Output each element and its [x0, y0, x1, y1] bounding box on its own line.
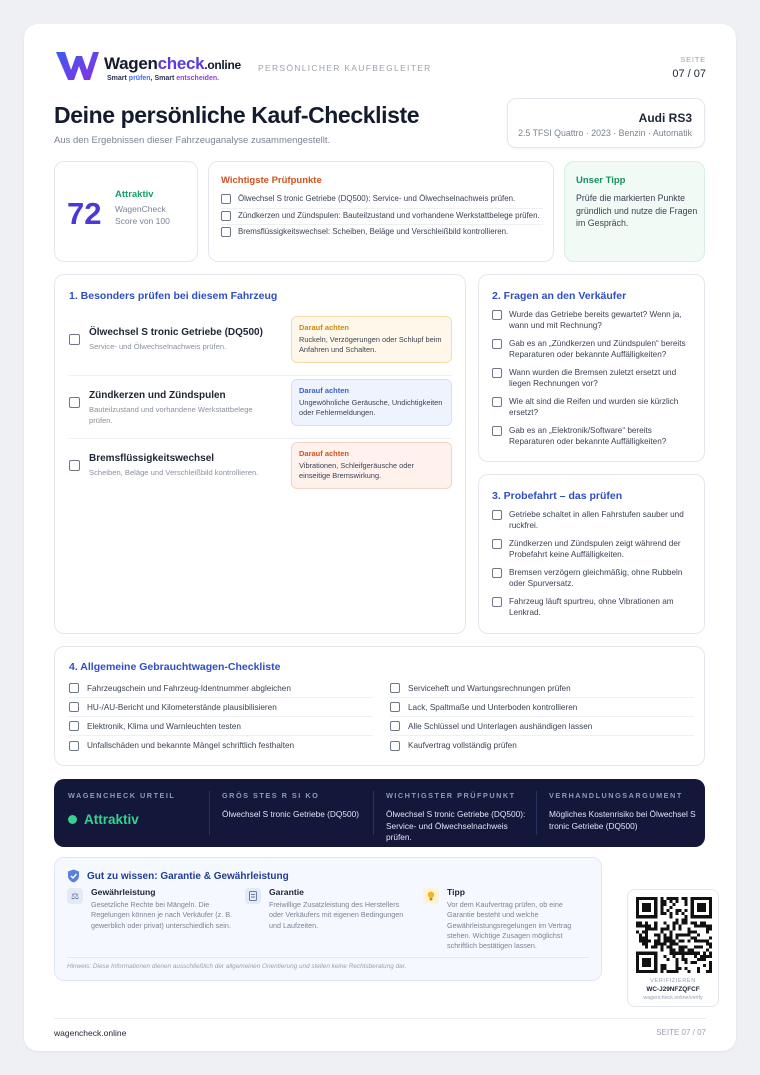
checkbox[interactable]: [69, 683, 79, 693]
key-points-title: Wichtigste Prüfpunkte: [221, 175, 322, 186]
attention-box: [291, 316, 452, 363]
checkbox[interactable]: [492, 510, 502, 520]
shield-icon: [67, 869, 80, 883]
checkbox[interactable]: [492, 339, 502, 349]
section-seller-questions: [478, 274, 705, 462]
divider: [54, 1018, 706, 1019]
verdict-label: WAGENCHECK URTEIL: [68, 791, 176, 800]
question-item: Wann wurden die Bremsen zuletzt ersetzt und liegen Rechnungen vor?: [492, 367, 694, 389]
warranty-header: Gut zu wissen: Garantie & Gewährleistung: [67, 869, 289, 883]
risk-value: Ölwechsel S tronic Getriebe (DQ500): [222, 809, 359, 819]
divider: [67, 957, 589, 958]
verify-qr-card[interactable]: [627, 889, 719, 1007]
question-item: Wie alt sind die Reifen und wurden sie kürzlich ersetzt?: [492, 396, 694, 418]
special-check-item: [69, 376, 452, 439]
checkbox[interactable]: [492, 568, 502, 578]
attention-title: Darauf achten: [299, 323, 350, 332]
checkbox[interactable]: [492, 310, 502, 320]
negotiation-value: Mögliches Kostenrisiko bei Ölwechsel S tronic Getriebe (DQ500): [549, 809, 696, 831]
test-drive-list: [492, 509, 694, 625]
risk-col: [222, 791, 372, 821]
guarantee-col-title: Garantie: [269, 887, 304, 897]
checkbox[interactable]: [69, 702, 79, 712]
checklist-item: Unfallschäden und bekannte Mängel schriftlich festhalten: [69, 736, 373, 755]
verify-code: WC-J29NFZQFCF: [646, 986, 700, 993]
check-name: Ölwechsel S tronic Getriebe (DQ500): [89, 327, 263, 338]
test-drive-item: Bremsen verzögern gleichmäßig, ohne Rubbeln oder Spurversatz.: [492, 567, 694, 589]
tip-card: [564, 161, 705, 262]
check-description: Scheiben, Beläge und Verschleißbild kontrollieren.: [89, 468, 259, 477]
verify-url: wagencheck.online/verify: [643, 995, 703, 1001]
checklist-item: Elektronik, Klima und Warnleuchten testen: [69, 717, 373, 736]
vehicle-spec: 2.5 TFSI Quattro · 2023 · Benzin · Automatik: [518, 128, 692, 138]
check-name: Bremsflüssigkeitswechsel: [89, 453, 215, 464]
status-dot-icon: [68, 815, 77, 824]
negotiation-label: VERHANDLUNGSARGUMENT: [549, 791, 683, 800]
page-title: Deine persönliche Kauf-Checkliste: [54, 102, 420, 128]
verdict-col: [68, 791, 208, 827]
verify-label: VERIFIZIEREN: [650, 978, 696, 984]
checkbox[interactable]: [69, 397, 80, 408]
attention-box: [291, 379, 452, 426]
risk-label: GRÖS STES R SI KO: [222, 791, 320, 800]
checklist-item: Serviceheft und Wartungsrechnungen prüfen: [390, 679, 694, 698]
attention-text: Vibrationen, Schleifgeräusche oder einseitige Bremswirkung.: [299, 461, 414, 480]
section-test-drive: [478, 474, 705, 634]
key-points-list: [221, 192, 543, 241]
score-value: 72: [67, 196, 102, 231]
seller-questions-list: [492, 309, 694, 454]
check-description: Bauteilzustand und vorhandene Werkstattbelege prüfen.: [89, 405, 253, 425]
checkbox[interactable]: [69, 460, 80, 471]
guarantee-col-text: Freiwillige Zusatzleistung des Herstellers oder Verkäufers mit eigenen Bedingungen und Laufzeiten.: [269, 900, 404, 930]
scale-icon: ⚖: [67, 888, 83, 904]
divider: [209, 791, 210, 835]
checklist-column-left: [69, 679, 373, 755]
question-item: Gab es an „Zündkerzen und Zündspulen“ bereits Reparaturen oder bekannte Auffälligkeiten?: [492, 338, 694, 360]
divider: [373, 791, 374, 835]
brand-slogan: Smart prüfen, Smart entscheiden.: [107, 75, 220, 82]
check-description: Service- und Ölwechselnachweis prüfen.: [89, 342, 227, 351]
divider: [536, 791, 537, 835]
key-check-value: Ölwechsel S tronic Getriebe (DQ500): Service- und Ölwechselnachweis prüfen.: [386, 809, 526, 842]
page-label: SEITE: [680, 55, 706, 64]
attention-text: Ruckeln, Verzögerungen oder Schlupf beim Anfahren und Schalten.: [299, 335, 442, 354]
checklist-item: Alle Schlüssel und Unterlagen aushändigen lassen: [390, 717, 694, 736]
section-title: 2. Fragen an den Verkäufer: [492, 290, 627, 302]
tip-col-title: Tipp: [447, 887, 465, 897]
checklist-column-right: [390, 679, 694, 755]
score-label: WagenCheck Score von 100: [115, 204, 170, 226]
test-drive-item: Fahrzeug läuft spurtreu, ohne Vibrationen am Lenkrad.: [492, 596, 694, 618]
checklist-item: HU-/AU-Bericht und Kilometerstände plausibilisieren: [69, 698, 373, 717]
checkbox[interactable]: [492, 539, 502, 549]
checkbox[interactable]: [492, 368, 502, 378]
verdict-bar: [54, 779, 705, 847]
page-number: 07 / 07: [672, 68, 706, 80]
section-special-checks: [54, 274, 466, 634]
attention-box: [291, 442, 452, 489]
section-general-checklist: [54, 646, 705, 766]
tip-title: Unser Tipp: [576, 175, 626, 186]
score-card: [54, 161, 198, 262]
checkbox[interactable]: [390, 702, 400, 712]
section-title: 3. Probefahrt – das prüfen: [492, 490, 623, 502]
footer-page: SEITE 07 / 07: [656, 1028, 706, 1037]
checkbox[interactable]: [69, 741, 79, 751]
tip-text: Prüfe die markierten Punkte gründlich und nutze die Fragen im Gespräch.: [576, 193, 698, 228]
page-subtitle: Aus den Ergebnissen dieser Fahrzeuganalyse zusammengestellt.: [54, 135, 331, 146]
checkbox[interactable]: [390, 683, 400, 693]
key-points-card: [208, 161, 554, 262]
logo-icon: [54, 50, 100, 82]
footer-site[interactable]: wagencheck.online: [54, 1028, 127, 1038]
vehicle-name: Audi RS3: [638, 111, 692, 125]
checkbox[interactable]: [492, 397, 502, 407]
test-drive-item: Getriebe schaltet in allen Fahrstufen sauber und ruckfrei.: [492, 509, 694, 531]
checkbox[interactable]: [221, 194, 231, 204]
checklist-item: Lack, Spaltmaße und Unterboden kontrollieren: [390, 698, 694, 717]
attention-text: Ungewöhnliche Geräusche, Undichtigkeiten oder Fehlermeldungen.: [299, 398, 443, 417]
warranty-col-title: Gewährleistung: [91, 887, 156, 897]
checklist-item: Kaufvertrag vollständig prüfen: [390, 736, 694, 755]
key-point-item: Zündkerzen und Zündspulen: Bauteilzustand und vorhandene Werkstattbelege prüfen.: [221, 209, 543, 226]
tip-col-text: Vor dem Kaufvertrag prüfen, ob eine Garantie besteht und welche Gewährleistungsregelungen im Vertrag stehen. Wichtige Zusagen möglichst schriftlich bestätigen lassen.: [447, 900, 572, 951]
checkbox[interactable]: [390, 721, 400, 731]
checkbox[interactable]: [69, 334, 80, 345]
score-status: Attraktiv: [115, 189, 154, 200]
special-check-item: [69, 439, 452, 502]
check-name: Zündkerzen und Zündspulen: [89, 390, 226, 401]
checklist-item: Fahrzeugschein und Fahrzeug-Identnummer abgleichen: [69, 679, 373, 698]
document-icon: [245, 888, 261, 904]
page: [24, 24, 736, 1051]
brand-name: Wagencheck.online: [104, 54, 241, 73]
checkbox[interactable]: [492, 426, 502, 436]
warranty-col-text: Gesetzliche Rechte bei Mängeln. Die Regelungen können je nach Verkäufer (z. B. gewerblich oder privat) unterschiedlich sein.: [91, 900, 233, 930]
checkbox[interactable]: [69, 721, 79, 731]
question-item: Wurde das Getriebe bereits gewartet? Wenn ja, wann und mit Rechnung?: [492, 309, 694, 331]
special-checks-list: [69, 313, 452, 502]
checkbox[interactable]: [492, 597, 502, 607]
legal-note: Hinweis: Diese Informationen dienen ausschließlich der allgemeinen Orientierung und stellen keine Rechtsberatung dar.: [67, 963, 407, 970]
header-tagline: PERSÖNLICHER KAUFBEGLEITER: [258, 63, 432, 73]
verdict-value: Attraktiv: [68, 812, 208, 827]
attention-title: Darauf achten: [299, 449, 350, 458]
test-drive-item: Zündkerzen und Zündspulen zeigt während der Probefahrt keine Auffälligkeiten.: [492, 538, 694, 560]
section-title: 4. Allgemeine Gebrauchtwagen-Checkliste: [69, 661, 281, 673]
question-item: Gab es an „Elektronik/Software“ bereits Reparaturen oder bekannte Auffälligkeiten?: [492, 425, 694, 447]
attention-title: Darauf achten: [299, 386, 350, 395]
checkbox[interactable]: [390, 741, 400, 751]
special-check-item: [69, 313, 452, 376]
key-check-label: WICHTIGSTER PRÜFPUNKT: [386, 791, 516, 800]
key-check-col: [386, 791, 534, 844]
vehicle-card: [507, 98, 705, 148]
warranty-info-card: [54, 857, 602, 981]
key-point-item: Bremsflüssigkeitswechsel: Scheiben, Beläge und Verschleißbild kontrollieren.: [221, 225, 543, 241]
qr-code-icon[interactable]: [636, 897, 712, 973]
lightbulb-icon: [423, 888, 439, 904]
key-point-item: Ölwechsel S tronic Getriebe (DQ500): Service- und Ölwechselnachweis prüfen.: [221, 192, 543, 209]
checkbox[interactable]: [221, 227, 231, 237]
negotiation-col: [549, 791, 697, 832]
checkbox[interactable]: [221, 211, 231, 221]
section-title: 1. Besonders prüfen bei diesem Fahrzeug: [69, 290, 278, 302]
